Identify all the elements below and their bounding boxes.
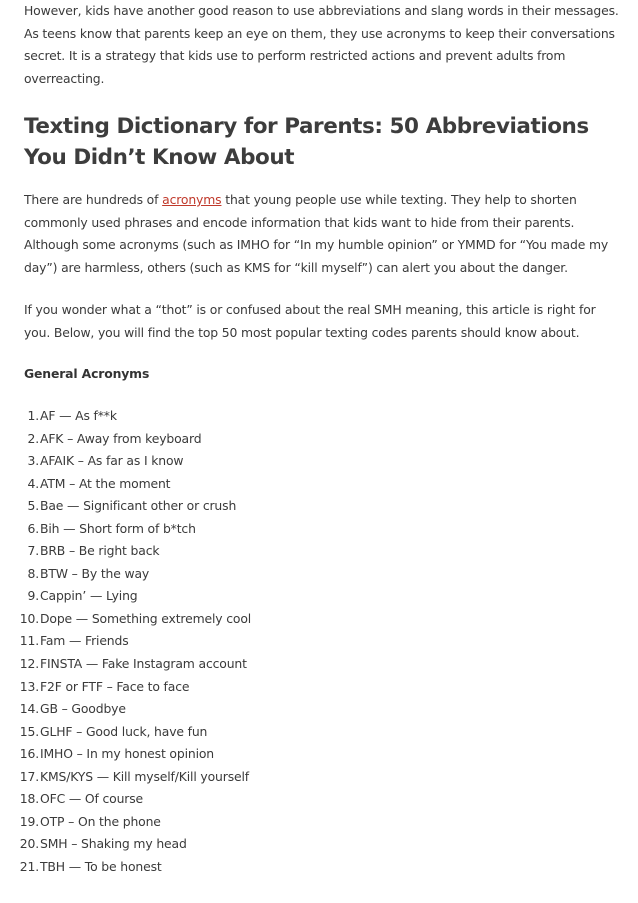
- list-item-text: AFAIK – As far as I know: [40, 453, 184, 469]
- dictionary-text-start: There are hundreds of: [24, 192, 163, 207]
- acronyms-link[interactable]: acronyms: [162, 192, 222, 207]
- intro-paragraph: However, kids have another good reason to use abbreviations and slang words in their messages. As teens know that parents keep an eye on them, they use acronyms to keep their conversations secret. It is a strategy that kids use to perform restricted actions and prevent adults from overreacting.: [24, 3, 619, 87]
- dictionary-text-end: that young people use while texting. They help to shorten commonly used phrases and encode information that kids want to hide from their parents. Although some acronyms (such as IMHO for “In my humble opinion” or YMMD for “You made my day”) are harmless, others (such as KMS for “kill myself”) can alert you about the danger.: [24, 192, 609, 276]
- list-item-text: KMS/KYS — Kill myself/Kill yourself: [40, 768, 249, 784]
- list-item-text: IMHO – In my honest opinion: [40, 746, 215, 762]
- list-item: [19, 653, 251, 676]
- list-item-number: 10.: [19, 610, 39, 626]
- list-item-text: ATM – At the moment: [40, 475, 171, 491]
- list-item-number: 7.: [27, 543, 39, 559]
- list-item-number: 20.: [19, 836, 39, 852]
- list-item-text: OTP – On the phone: [40, 813, 161, 829]
- list-item-text: BRB – Be right back: [40, 543, 160, 559]
- article-heading: Texting Dictionary for Parents: 50 Abbreviations You Didn’t Know About: [24, 114, 589, 170]
- list-item: [24, 428, 251, 451]
- wonder-paragraph: If you wonder what a “thot” is or confused about the real SMH meaning, this article is right for you. Below, you will find the top 50 most popular texting codes parents should know about.: [24, 302, 596, 340]
- list-item-number: 5.: [27, 498, 39, 514]
- list-item: [19, 676, 251, 699]
- list-item: [19, 698, 251, 721]
- list-item-text: SMH – Shaking my head: [40, 836, 187, 852]
- list-item: [24, 563, 251, 586]
- list-item-number: 11.: [19, 633, 39, 649]
- list-item: [24, 473, 251, 496]
- list-item: [19, 743, 251, 766]
- list-item-number: 13.: [19, 678, 39, 694]
- list-item-text: F2F or FTF – Face to face: [40, 678, 190, 694]
- list-item-number: 19.: [19, 813, 39, 829]
- list-item-number: 4.: [27, 475, 39, 491]
- list-item-text: FINSTA — Fake Instagram account: [40, 656, 247, 672]
- dictionary-paragraph: [24, 189, 624, 280]
- list-item-number: 9.: [27, 588, 39, 604]
- list-item: [19, 608, 252, 631]
- list-item-number: 2.: [27, 430, 39, 446]
- list-item-text: GLHF – Good luck, have fun: [40, 723, 208, 739]
- list-item-number: 6.: [27, 520, 39, 536]
- list-item: [19, 833, 251, 856]
- list-item: [24, 450, 251, 473]
- list-item-text: GB – Goodbye: [40, 701, 126, 717]
- list-item: [19, 856, 251, 879]
- acronym-list: [19, 405, 252, 878]
- list-item: [19, 721, 251, 744]
- list-item: [19, 811, 251, 834]
- list-item: [19, 788, 251, 811]
- list-item: [24, 518, 251, 541]
- list-item: [19, 766, 251, 789]
- list-item-number: 12.: [19, 656, 39, 672]
- list-item: [24, 585, 251, 608]
- list-item-number: 21.: [19, 858, 39, 874]
- list-item-number: 15.: [19, 723, 39, 739]
- list-item-number: 14.: [19, 701, 39, 717]
- list-item-text: TBH — To be honest: [40, 858, 162, 874]
- list-item-text: AF — As f**k: [40, 408, 117, 423]
- list-item-number: 17.: [19, 768, 39, 784]
- list-item-number: 3.: [27, 453, 39, 469]
- list-item-text: Cappin’ — Lying: [40, 588, 138, 604]
- list-item: [19, 630, 251, 653]
- list-item-number: 8.: [27, 565, 39, 581]
- list-item-text: Bih — Short form of b*tch: [40, 520, 196, 536]
- list-item: [24, 540, 251, 563]
- list-item-text: Bae — Significant other or crush: [40, 498, 237, 514]
- list-item-text: BTW – By the way: [40, 565, 150, 581]
- list-item-number: 16.: [19, 746, 39, 762]
- list-item: [24, 495, 251, 518]
- list-item-text: Fam — Friends: [40, 633, 129, 649]
- general-acronyms-heading: General Acronyms: [24, 366, 150, 381]
- list-item-number: 18.: [19, 791, 39, 807]
- list-item-text: Dope — Something extremely cool: [40, 610, 252, 626]
- list-item-number: 1.: [27, 408, 39, 423]
- list-item: [24, 405, 251, 428]
- list-item-text: AFK – Away from keyboard: [40, 430, 202, 446]
- list-item-text: OFC — Of course: [40, 791, 144, 807]
